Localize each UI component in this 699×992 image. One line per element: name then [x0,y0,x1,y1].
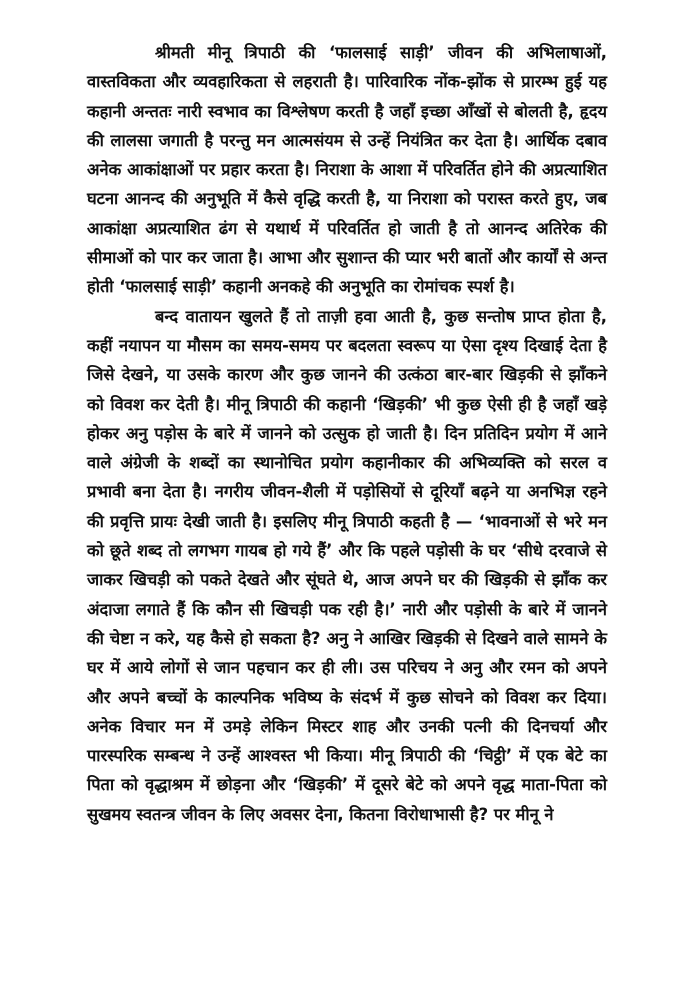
paragraph-falsai-sadi: श्रीमती मीनू त्रिपाठी की ‘फालसाई साड़ी’ जीवन की अभिलाषाओं, वास्तविकता और व्यवहारिकता से लहराती है। पारिवारिक नोंक-झोंक से प्रारम्भ हुई यह कहानी अन्ततः नारी स्वभाव का विश्लेषण करती है जहाँ इच्छा आँखों से बोलती है, हृदय की लालसा जगाती है परन्तु मन आत्मसंयम से उन्हें नियंत्रित कर देता है। आर्थिक दबाव अनेक आकांक्षाओं पर प्रहार करता है। निराशा के आशा में परिवर्तित होने की अप्रत्याशित घटना आनन्द की अनुभूति में कैसे वृद्धि करती है, या निराशा को परास्त करते हुए, जब आकांक्षा अप्रत्याशित ढंग से यथार्थ में परिवर्तित हो जाती है तो आनन्द अतिरेक की सीमाओं को पार कर जाता है। आभा और सुशान्त की प्यार भरी बातों और कार्यों से अन्त होती ‘फालसाई साड़ी’ कहानी अनकहे की अनुभूति का रोमांचक स्पर्श है। [87,43,607,297]
paragraph-khidki: बन्द वातायन खुलते हैं तो ताज़ी हवा आती है, कुछ सन्तोष प्राप्त होता है, कहीं नयापन या मौसम का समय-समय पर बदलता स्वरूप या ऐसा दृश्य दिखाई देता है जिसे देखने, या उसके कारण और कुछ जानने की उत्कंठा बार-बार खिड़की से झाँकने को विवश कर देती है। मीनू त्रिपाठी की कहानी ‘खिड़की’ भी कुछ ऐसी ही है जहाँ खड़े होकर अनु पड़ोस के बारे में जानने को उत्सुक हो जाती है। दिन प्रतिदिन प्रयोग में आने वाले अंग्रेजी के शब्दों का स्थानोचित प्रयोग कहानीकार की अभिव्यक्ति को सरल व प्रभावी बना देता है। नगरीय जीवन-शैली में पड़ोसियों से दूरियाँ बढ़ने या अनभिज्ञ रहने की प्रवृत्ति प्रायः देखी जाती है। इसलिए मीनू त्रिपाठी कहती है — ‘भावनाओं से भरे मन को छूते शब्द तो लगभग गायब हो गये हैं’ और कि पहले पड़ोसी के घर ‘सीधे दरवाजे से जाकर खिचड़ी को पकते देखते और सूंघते थे, आज अपने घर की खिड़की से झाँक कर अंदाजा लगाते हैं कि कौन सी खिचड़ी पक रही है।’ नारी और पड़ोसी के बारे में जानने की चेष्टा न करे, यह कैसे हो सकता है? अनु ने आखिर खिड़की से दिखने वाले सामने के घर में आये लोगों से जान पहचान कर ही ली। उस परिचय ने अनु और रमन को अपने और अपने बच्चों के काल्पनिक भविष्य के संदर्भ में कुछ सोचने को विवश कर दिया। अनेक विचार मन में उमड़े लेकिन मिस्टर शाह और उनकी पत्नी की दिनचर्या और पारस्परिक सम्बन्ध ने उन्हें आश्वस्त भी किया। मीनू त्रिपाठी की ‘चिट्ठी’ में एक बेटे का पिता को वृद्धाश्रम में छोड़ना और ‘खिड़की’ में दूसरे बेटे को अपने वृद्ध माता-पिता को सुखमय स्वतन्त्र जीवन के लिए अवसर देना, कितना विरोधाभासी है? पर मीनू ने [87,306,607,824]
body-text [87,38,607,829]
